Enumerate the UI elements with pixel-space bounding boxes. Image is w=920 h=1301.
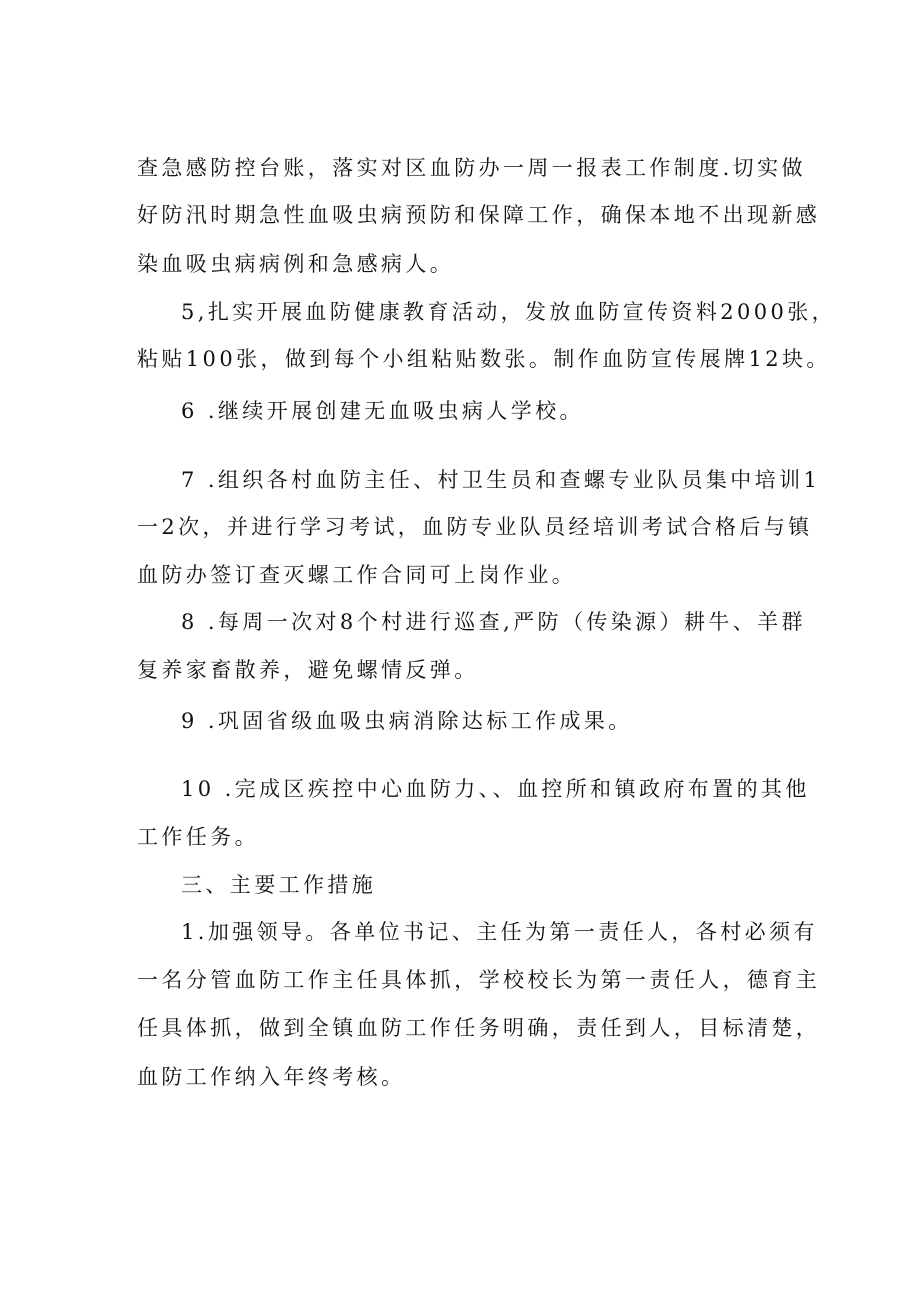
item-7-line-2: 一2次，并进行学习考试，血防专业队员经培训考试合格后与镇: [137, 515, 813, 539]
item-5-line-2: 粘贴100张，做到每个小组粘贴数张。制作血防宣传展牌12块。: [137, 347, 831, 371]
measure-1-line-3: 任具体抓，做到全镇血防工作任务明确，责任到人，目标清楚，: [137, 1016, 821, 1040]
paragraph-1-line-2: 好防汛时期急性血吸虫病预防和保障工作，确保本地不出现新感: [137, 203, 821, 227]
item-10-line-1: 10 .完成区疾控中心血防力、、血控所和镇政府布置的其他: [181, 777, 810, 801]
item-6-line-1: 6 .继续开展创建无血吸虫病人学校。: [181, 399, 584, 423]
measure-1-line-1: 1.加强领导。各单位书记、主任为第一责任人，各村必须有: [181, 920, 818, 944]
section-heading: 三、主要工作措施: [181, 873, 377, 897]
measure-1-line-2: 一名分管血防工作主任具体抓，学校校长为第一责任人，德育主: [137, 968, 821, 992]
item-8-line-1: 8 .每周一次对8个村进行巡查,严防（传染源）耕牛、羊群: [181, 610, 806, 634]
paragraph-1-line-1: 查急感防控台账，落实对区血防办一周一报表工作制度.切实做: [137, 156, 806, 180]
item-8-line-2: 复养家畜散养，避免螺情反弹。: [137, 658, 479, 682]
measure-1-line-4: 血防工作纳入年终考核。: [137, 1065, 406, 1089]
item-7-line-1: 7 .组织各村血防主任、村卫生员和查螺专业队员集中培训1: [181, 468, 821, 492]
item-7-line-3: 血防办签订查灭螺工作合同可上岗作业。: [137, 563, 577, 587]
item-9-line-1: 9 .巩固省级血吸虫病消除达标工作成果。: [181, 709, 633, 733]
paragraph-1-line-3: 染血吸虫病病例和急感病人。: [137, 252, 455, 276]
item-10-line-2: 工作任务。: [137, 825, 259, 849]
item-5-line-1: 5,扎实开展血防健康教育活动，发放血防宣传资料2000张，: [181, 300, 837, 324]
